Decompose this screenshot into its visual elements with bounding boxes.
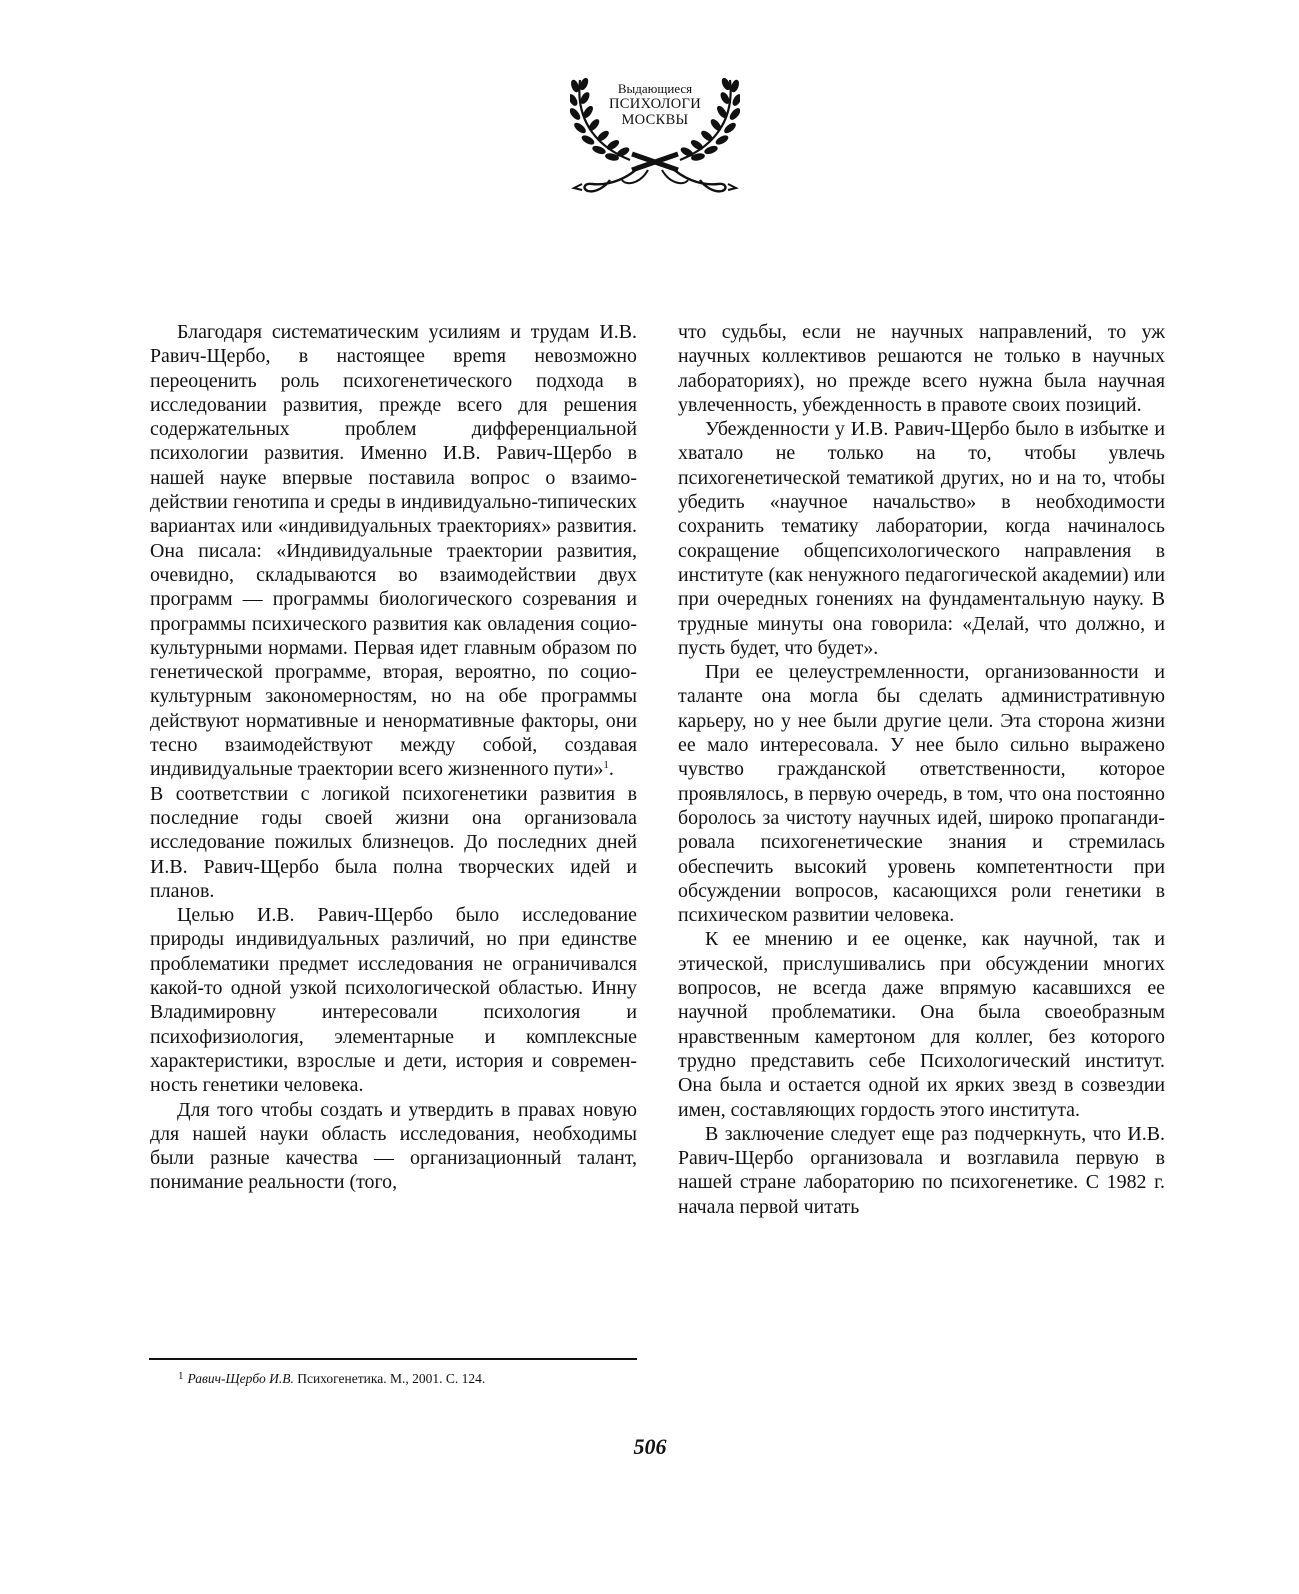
paragraph: К ее мнению и ее оценке, как научной, так и этической, прислушивались при обсуждении многих вопросов, не всегда даже впрямую касавшихся ее научной проблематики. Она была своеобразным нравственным камертоном для коллег, без которого трудно представить себе Психологический институт. Она была и остается одной их ярких звезд в созвездии имен, составляющих гордость этого института.	[678, 928, 1165, 1121]
paragraph: В соответствии с логикой психогенетики развития в последние годы своей жизни она организовала исследование пожилых близнецов. До последних дней И.В. Равич-Щербо была полна творческих идей и планов.	[150, 782, 637, 902]
footnote	[178, 1367, 658, 1388]
footnote-divider	[149, 1358, 637, 1360]
left-column	[150, 320, 637, 1195]
footnote-number: 1	[178, 1370, 184, 1382]
paragraph: При ее целеустремленности, организованности и таланте она могла бы сделать административную карьеру, но у нее были другие цели. Эта сторона жизни ее мало интересовала. У нее было сильно выражено чувство гражданской ответственности, которое проявлялось, в первую очередь, в том, что она постоянно боролось за чистоту научных идей, широко пропагандировала психогенетические знания и стремилась обеспечить высокий уровень компетентности при обсуждении вопросов, касающихся роли генетики в психическом развитии человека.	[678, 661, 1165, 927]
paragraph: Благодаря систематическим усилиям и трудам И.В. Равич-Щербо, в настоящее вреmя невозможно переоценить роль психогенетического подхода в исследовании развития, прежде всего для решения содержательных проблем дифференциальной психологии развития. Именно И.В. Равич-Щербо в нашей науке впервые поставила вопрос о взаимодействии генотипа и среды в индивидуально-типических вариантах или «индивидуальных траекториях» развития. Она писала: «Индивидуальные траектории развития, очевидно, складываются во взаимодействии двух программ — программы биологического созревания и программы психического развития как овладения социо-культурными нормами. Первая идет главным образом по генетической программе, вторая, вероятно, по социо-культурным закономерностям, но на обе программы действуют нормативные и ненормативные факторы, они тесно взаимодействуют между собой, создавая индивидуальные траектории всего жизненного пути»$^1$.	[150, 321, 637, 781]
footnote-reference: 1	[603, 759, 609, 772]
paragraph: Убежденности у И.В. Равич-Щербо было в избытке и хватало не только на то, чтобы увлечь психогенетической тематикой других, но и на то, чтобы убедить «научное начальство» в необходимости сохранить тематику лаборатории, когда начиналось сокращение общепсихологического направления в институте (как ненужного педагогической академии) или при очередных гонениях на фундаментальную науку. В трудные минуты она говорила: «Делай, что должно, и пусть будет, что будет».	[678, 418, 1165, 659]
footnote-author: Равич-Щербо И.В.	[187, 1371, 294, 1386]
emblem-line-1: Выдающиеся	[617, 81, 693, 96]
paragraph: Для того чтобы создать и утвердить в правах новую для нашей науки область исследования, необходимы были разные качества — организационный талант, понимание реальности (того,	[150, 1098, 637, 1194]
emblem-caption	[570, 82, 740, 128]
emblem-line-2: ПСИХОЛОГИ	[609, 96, 701, 112]
series-emblem	[570, 74, 740, 198]
page-number: 506	[633, 1434, 667, 1459]
paragraph-text: Благодаря систематическим усилиям и трудам И.В. Равич-Щербо, в настоящее вреmя невозможно переоценить роль психогенетического подхода в исследовании развития, прежде всего для решения содержательных проблем дифференциальной психологии развития. Именно И.В. Равич-Щербо в нашей науке впервые поставила вопрос о взаимодействии генотипа и среды в индивидуально-типических вариантах или «индивидуальных траекториях» развития. Она писала: «Индивидуальные траектории развития, очевидно, складываются во взаимодействии двух программ — программы биологического созревания и программы психического развития как овладения социо-культурными нормами. Первая идет главным образом по генетической программе, вторая, вероятно, по социо-культурным закономерностям, но на обе программы действуют нормативные и ненормативные факторы, они тесно взаимодействуют между собой, создавая индивидуальные траектории всего жизненного пути»	[150, 321, 637, 781]
paragraph: В заключение следует еще раз подчеркнуть, что И.В. Равич-Щербо организовала и возглавила первую в нашей стране лабораторию по психогенетике. С 1982 г. начала первой читать	[678, 1122, 1165, 1218]
right-column	[678, 320, 1165, 1219]
footnote-text: Психогенетика. М., 2001. С. 124.	[297, 1371, 486, 1386]
paragraph: что судьбы, если не научных направлений, то уж научных коллективов решаются не только в научных лабораториях), но прежде всего нужна была научная увлеченность, убежденность в правоте своих позиций.	[678, 321, 1165, 416]
paragraph: Целью И.В. Равич-Щербо было исследование природы индивидуальных различий, но при единстве проблематики предмет исследования не ограничивался какой-то одной узкой психологической областью. Инну Владимировну интересовали психология и психофизиология, элементарные и комплексные характеристики, взрослые и дети, история и современность генетики человека.	[150, 904, 637, 1097]
emblem-line-3: МОСКВЫ	[621, 112, 689, 128]
